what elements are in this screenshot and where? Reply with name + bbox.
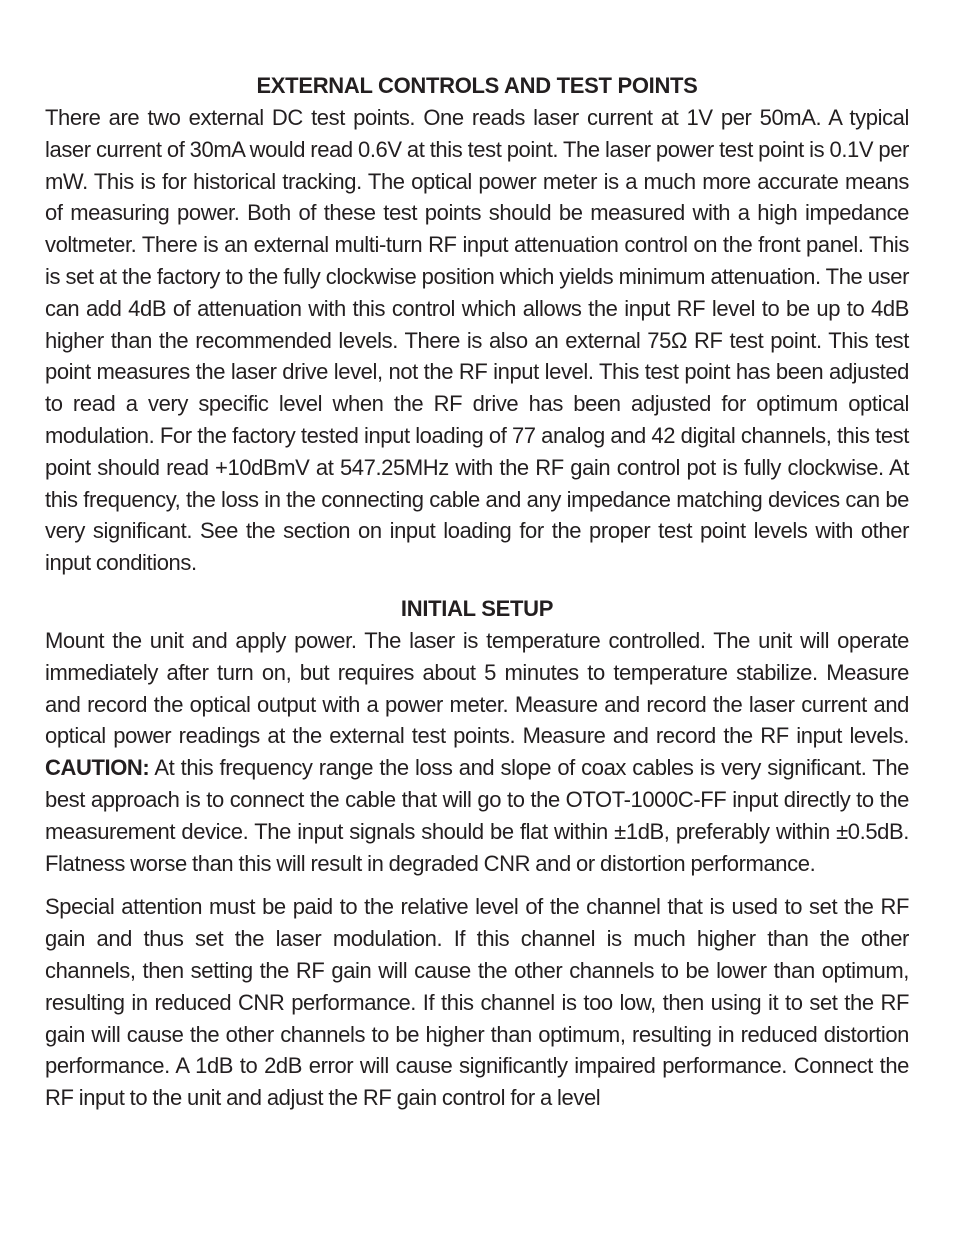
initial-setup-text-part1: Mount the unit and apply power. The laser is temperature controlled. The unit will operate immediately after turn on, but requires about 5 minutes to temperature stabilize. Measure and record the optical output with a power meter. Measure and record the laser current and optical power readings at the external test points. Measure and record the RF input levels. <box>45 627 909 749</box>
initial-setup-text-part2: At this frequency range the loss and slope of coax cables is very significant. The best approach is to connect the cable that will go to the OTOT-1000C-FF input directly to the measurement device. The input signals should be flat within ±1dB, preferably within ±0.5dB. Flatness worse than this will result in degraded CNR and or distortion performance. <box>45 755 909 876</box>
paragraph-initial-setup <box>45 625 909 879</box>
document-page <box>45 70 909 1114</box>
paragraph-external-controls: There are two external DC test points. One reads laser current at 1V per 50mA. A typical laser current of 30mA would read 0.6V at this test point. The laser power test point is 0.1V per mW. This is for historical tracking. The optical power meter is a much more accurate means of measuring power. Both of these test points should be measured with a high impedance voltmeter. There is an external multi-turn RF input attenuation control on the front panel. This is set at the factory to the fully clockwise position which yields minimum attenuation. The user can add 4dB of attenuation with this control which allows the input RF level to be up to 4dB higher than the recommended levels. There is also an external 75Ω RF test point. This test point measures the laser drive level, not the RF input level. This test point has been adjusted to read a very specific level when the RF drive has been adjusted for optimum optical modulation. For the factory tested input loading of 77 analog and 42 digital channels, this test point should read +10dBmV at 547.25MHz with the RF gain control pot is fully clockwise. At this frequency, the loss in the connecting cable and any impedance matching devices can be very significant. See the section on input loading for the proper test point levels with other input conditions. <box>45 105 909 576</box>
paragraph-special-attention: Special attention must be paid to the relative level of the channel that is used to set the RF gain and thus set the laser modulation. If this channel is much higher than the other channels, then setting the RF gain will cause the other channels to be lower than optimum, resulting in reduced CNR performance. If this channel is too low, then using it to set the RF gain will cause the other channels to be higher than optimum, resulting in reduced distortion performance. A 1dB to 2dB error will cause significantly impaired performance. Connect the RF input to the unit and adjust the RF gain control for a level <box>45 894 909 1111</box>
section-heading-external-controls: EXTERNAL CONTROLS AND TEST POINTS <box>256 73 698 98</box>
section-heading-initial-setup: INITIAL SETUP <box>400 595 554 621</box>
caution-label: CAUTION: <box>45 755 150 781</box>
